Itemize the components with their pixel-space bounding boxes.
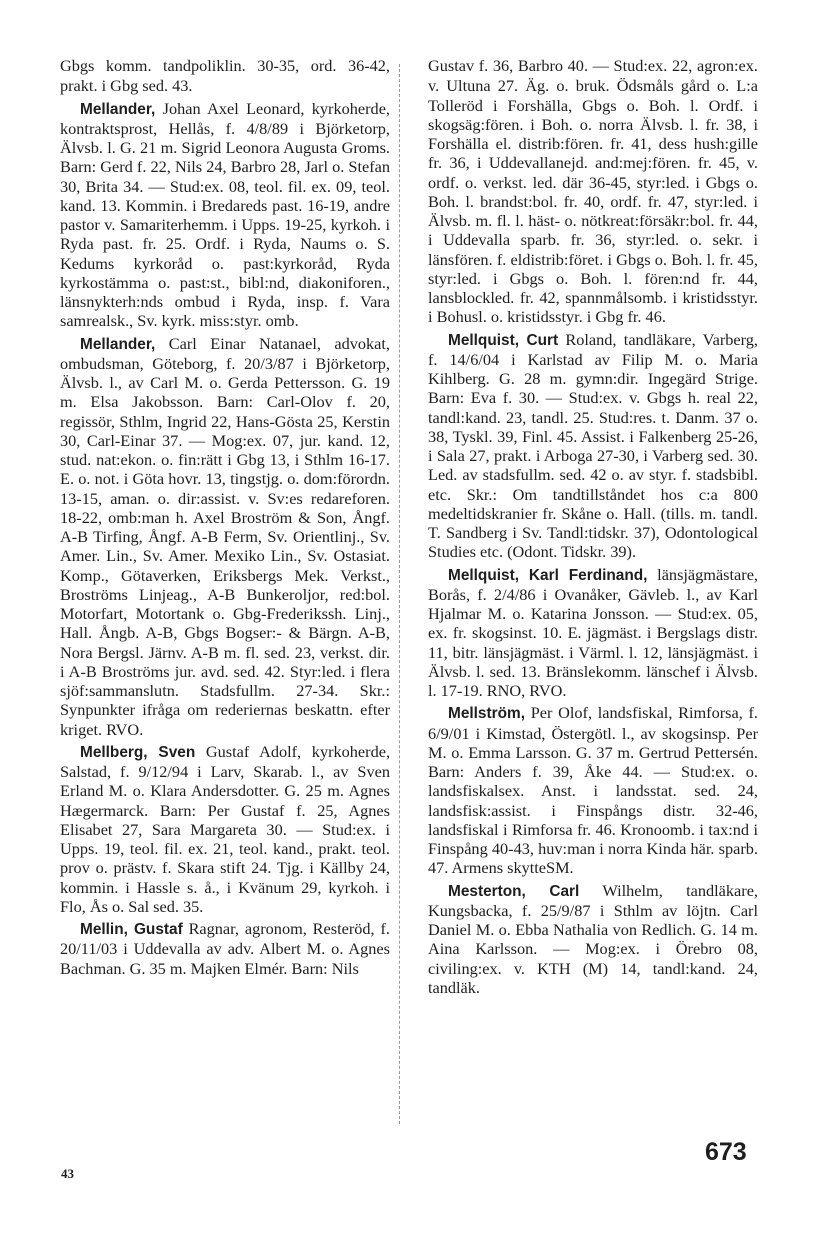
- right-column: [428, 56, 758, 997]
- entry-text: Roland, tandläkare, Varberg, f. 14/6/04 i Karlstad av Filip M. o. Maria Kihlberg. G. 28 m. gymn:dir. Ingegärd Strige. Barn: Eva f. 30. — Stud:ex. v. Gbgs h. real 22, tandl:kand. 23, tandl. 25. Stud:res. t. Danm. 37 o. 38, Tyskl. 39, Finl. 45. Assist. i Falkenberg 25-26, i Sala 27, prakt. i Arboga 27-30, i Varberg sed. 30. Led. av stadsfullm. sed. 42 o. av styr. f. stadsbibl. etc. Skr.: Om tandtillståndet hos c:a 800 medeltidskranier fr. Skåne o. Hall. (tills. m. tandl. T. Sandberg i Sv. Tandl:tidskr. 37), Odontological Studies etc. (Odont. Tidskr. 39).: [428, 329, 758, 562]
- entry-name: Mellin, Gustaf: [80, 921, 183, 938]
- entry-mellin-gustaf: [60, 919, 390, 978]
- entry-text: Per Olof, landsfiskal, Rimforsa, f. 6/9/01 i Kimstad, Östergötl. l., av skogsinsp. Per M. o. Emma Larsson. G. 37 m. Gertrud Pettersén. Barn: Anders f. 39, Åke 44. — Stud:ex. o. landsfiskalsex. Anst. i landsstat. sed. 24, landsfisk:assist. i Finspångs distr. 32-46, landsfiskal i Rimforsa fr. 46. Kronoomb. i tax:nd i Finspång 40-43, huv:man i norra Kinda här. sparb. 47. Armens skytteSM.: [428, 703, 758, 878]
- entry-text: Wilhelm, tandläkare, Kungsbacka, f. 25/9/87 i Sthlm av löjtn. Carl Daniel M. o. Ebba Nathalia von Redlich. G. 14 m. Aina Karlsson. — Mog:ex. i Örebro 08, civiling:ex. v. KTH (M) 14, tandl:kand. 24, tandläk.: [428, 880, 758, 997]
- entry-text: Johan Axel Leonard, kyrkoherde, kontraktsprost, Hellås, f. 4/8/89 i Björketorp, Älvsb. l. G. 21 m. Sigrid Leonora Augusta Groms. Barn: Gerd f. 22, Nils 24, Barbro 28, Jarl o. Stefan 30, Brita 34. — Stud:ex. 08, teol. fil. ex. 09, teol. kand. 13. Kommin. i Bredareds past. 16-19, andre pastor v. Samariterhemm. i Upps. 19-25, kyrkoh. i Ryda past. fr. 25. Ordf. i Ryda, Naums o. S. Kedums kyrkoråd o. past:kyrkoråd, Ryda kyrkostämma o. past:st., bibl:nd, diakoniforen., länsnykterh:nds ombud i Ryda, insp. f. Vara samrealsk., Sv. kyrk. miss:styr. omb.: [60, 98, 390, 331]
- entry-text: Gustaf Adolf, kyrkoherde, Salstad, f. 9/12/94 i Larv, Skarab. l., av Sven Erland M. o. Klara Andersdotter. G. 25 m. Agnes Hægermarck. Barn: Per Gustaf f. 25, Agnes Elisabet 27, Sara Margareta 30. — Stud:ex. i Upps. 19, teol. fil. ex. 21, teol. kand., prakt. teol. prov o. prästv. f. Skara stift 24. Tjg. i Källby 24, kommin. i Hassle s. å., i Kvänum 29, kyrkoh. i Flo, Ås o. Sal sed. 35.: [60, 741, 391, 916]
- entry-continuation: [60, 56, 390, 96]
- entry-text: Gustav f. 36, Barbro 40. — Stud:ex. 22, agron:ex. v. Ultuna 27. Äg. o. bruk. Ödsmåls gård o. L:a Tolleröd i Forshälla, Gbgs o. Boh. l. Ordf. i skogsäg:fören. i Boh. o. norra Älvsb. l. fr. 38, i Forshälla el. distrib:fören. fr. 41, dess hush:gille fr. 36, i Uddevallanejd. and:mej:fören. fr. 45, v. ordf. o. verkst. led. där 36-45, styr:led. i Gbgs o. Boh. l. brandst:bol. fr. 40, ordf. fr. 47, styr:led. i Älvsb. m. fl. l. häst- o. nötkreat:försäkr:bol. fr. 44, i Uddevalla sparb. fr. 36, styr:led. o. sekr. i länsfören. f. eldistrib:föret. i Gbgs o. Boh. l. fr. 45, styr:led. i Gbgs o. Boh. l. fören:nd fr. 44, lansblockled. fr. 42, spannmålsomb. i kristidsstyr. i Bohusl. o. kristidsstyr. i Gbg fr. 46.: [428, 56, 758, 327]
- entry-text: länsjägmästare, Borås, f. 2/4/86 i Ovanåker, Gävleb. l., av Karl Hjalmar M. o. Katarina Jonsson. — Stud:ex. 05, ex. fr. skogsinst. 10. E. jägmäst. i Bergslags distr. 11, bitr. länsjägmäst. i Värml. l. 12, länsjägmäst. i Älvsb. l. sed. 13. Bränslekomm. länschef i Älvsb. l. 17-19. RNO, RVO.: [428, 564, 758, 700]
- entry-name: Mellander,: [80, 100, 156, 118]
- entry-name: Mellström,: [448, 705, 525, 723]
- left-column: [60, 56, 390, 978]
- entry-name: Mesterton, Carl: [448, 882, 580, 900]
- entry-mellander-johan-axel: [60, 99, 390, 331]
- entry-mellquist-karl: [428, 565, 758, 701]
- entry-mellander-carl-einar: [60, 334, 390, 739]
- entry-text: Carl Einar Natanael, advokat, ombudsman, Göteborg, f. 20/3/87 i Björketorp, Älvsb. l., av Carl M. o. Gerda Pettersson. G. 19 m. Elsa Jakobsson. Barn: Carl-Olov f. 20, regissör, Sthlm, Ingrid 22, Hans-Gösta 25, Kerstin 30, Carl-Einar 37. — Mog:ex. 07, jur. kand. 12, stud. nat:ekon. o. fin:rätt i Gbg 13, i Sthlm 16-17. E. o. not. i Göta hovr. 13, tingstjg. o. dom:förordn. 13-15, aman. o. dir:assist. v. Sv:es redareforen. 18-22, omb:man h. Axel Broström & Son, Ångf. A-B Tirfing, Ångf. A-B Ferm, Sv. Orientlinj., Sv. Amer. Lin., Sv. Amer. Mexiko Lin., Sv. Ostasiat. Komp., Götaverken, Eriksbergs Mek. Verkst., Broströms Linjeag., A-B Bunkeroljor, red:bol. Motorfart, Motortank o. Gbg-Frederikssh. Linj., Hall. Ångb. A-B, Gbgs Bogser:- & Bärgn. A-B, Nora Bergsl. Järnv. A-B m. fl. sed. 23, verkst. dir. i A-B Broströms jur. avd. sed. 42. Styr:led. i flera sjöf:sammanslutn. Stadsfullm. 27-34. Skr.: Synpunkter ifråga om rederiernas beskattn. efter kriget. RVO.: [60, 333, 390, 739]
- entry-continuation: [428, 56, 758, 327]
- entry-mellberg-sven: [60, 742, 390, 916]
- signature-mark: 43: [61, 1166, 74, 1181]
- entry-name: Mellquist, Curt: [448, 331, 559, 349]
- page-number: 673: [705, 1138, 747, 1166]
- entry-text: Ragnar, agronom, Resteröd, f. 20/11/03 i Uddevalla av adv. Albert M. o. Agnes Bachman. G. 35 m. Majken Elmér. Barn: Nils: [60, 919, 390, 978]
- entry-text: Gbgs komm. tandpoliklin. 30-35, ord. 36-42, prakt. i Gbg sed. 43.: [60, 56, 390, 96]
- entry-name: Mellquist, Karl Ferdinand,: [448, 566, 648, 584]
- entry-mellquist-curt: [428, 330, 758, 562]
- entry-name: Mellberg, Sven: [80, 743, 196, 761]
- column-divider: [399, 64, 400, 1124]
- entry-mellstrom-per: [428, 703, 758, 877]
- entry-name: Mellander,: [80, 335, 156, 353]
- entry-mesterton-carl: [428, 881, 758, 998]
